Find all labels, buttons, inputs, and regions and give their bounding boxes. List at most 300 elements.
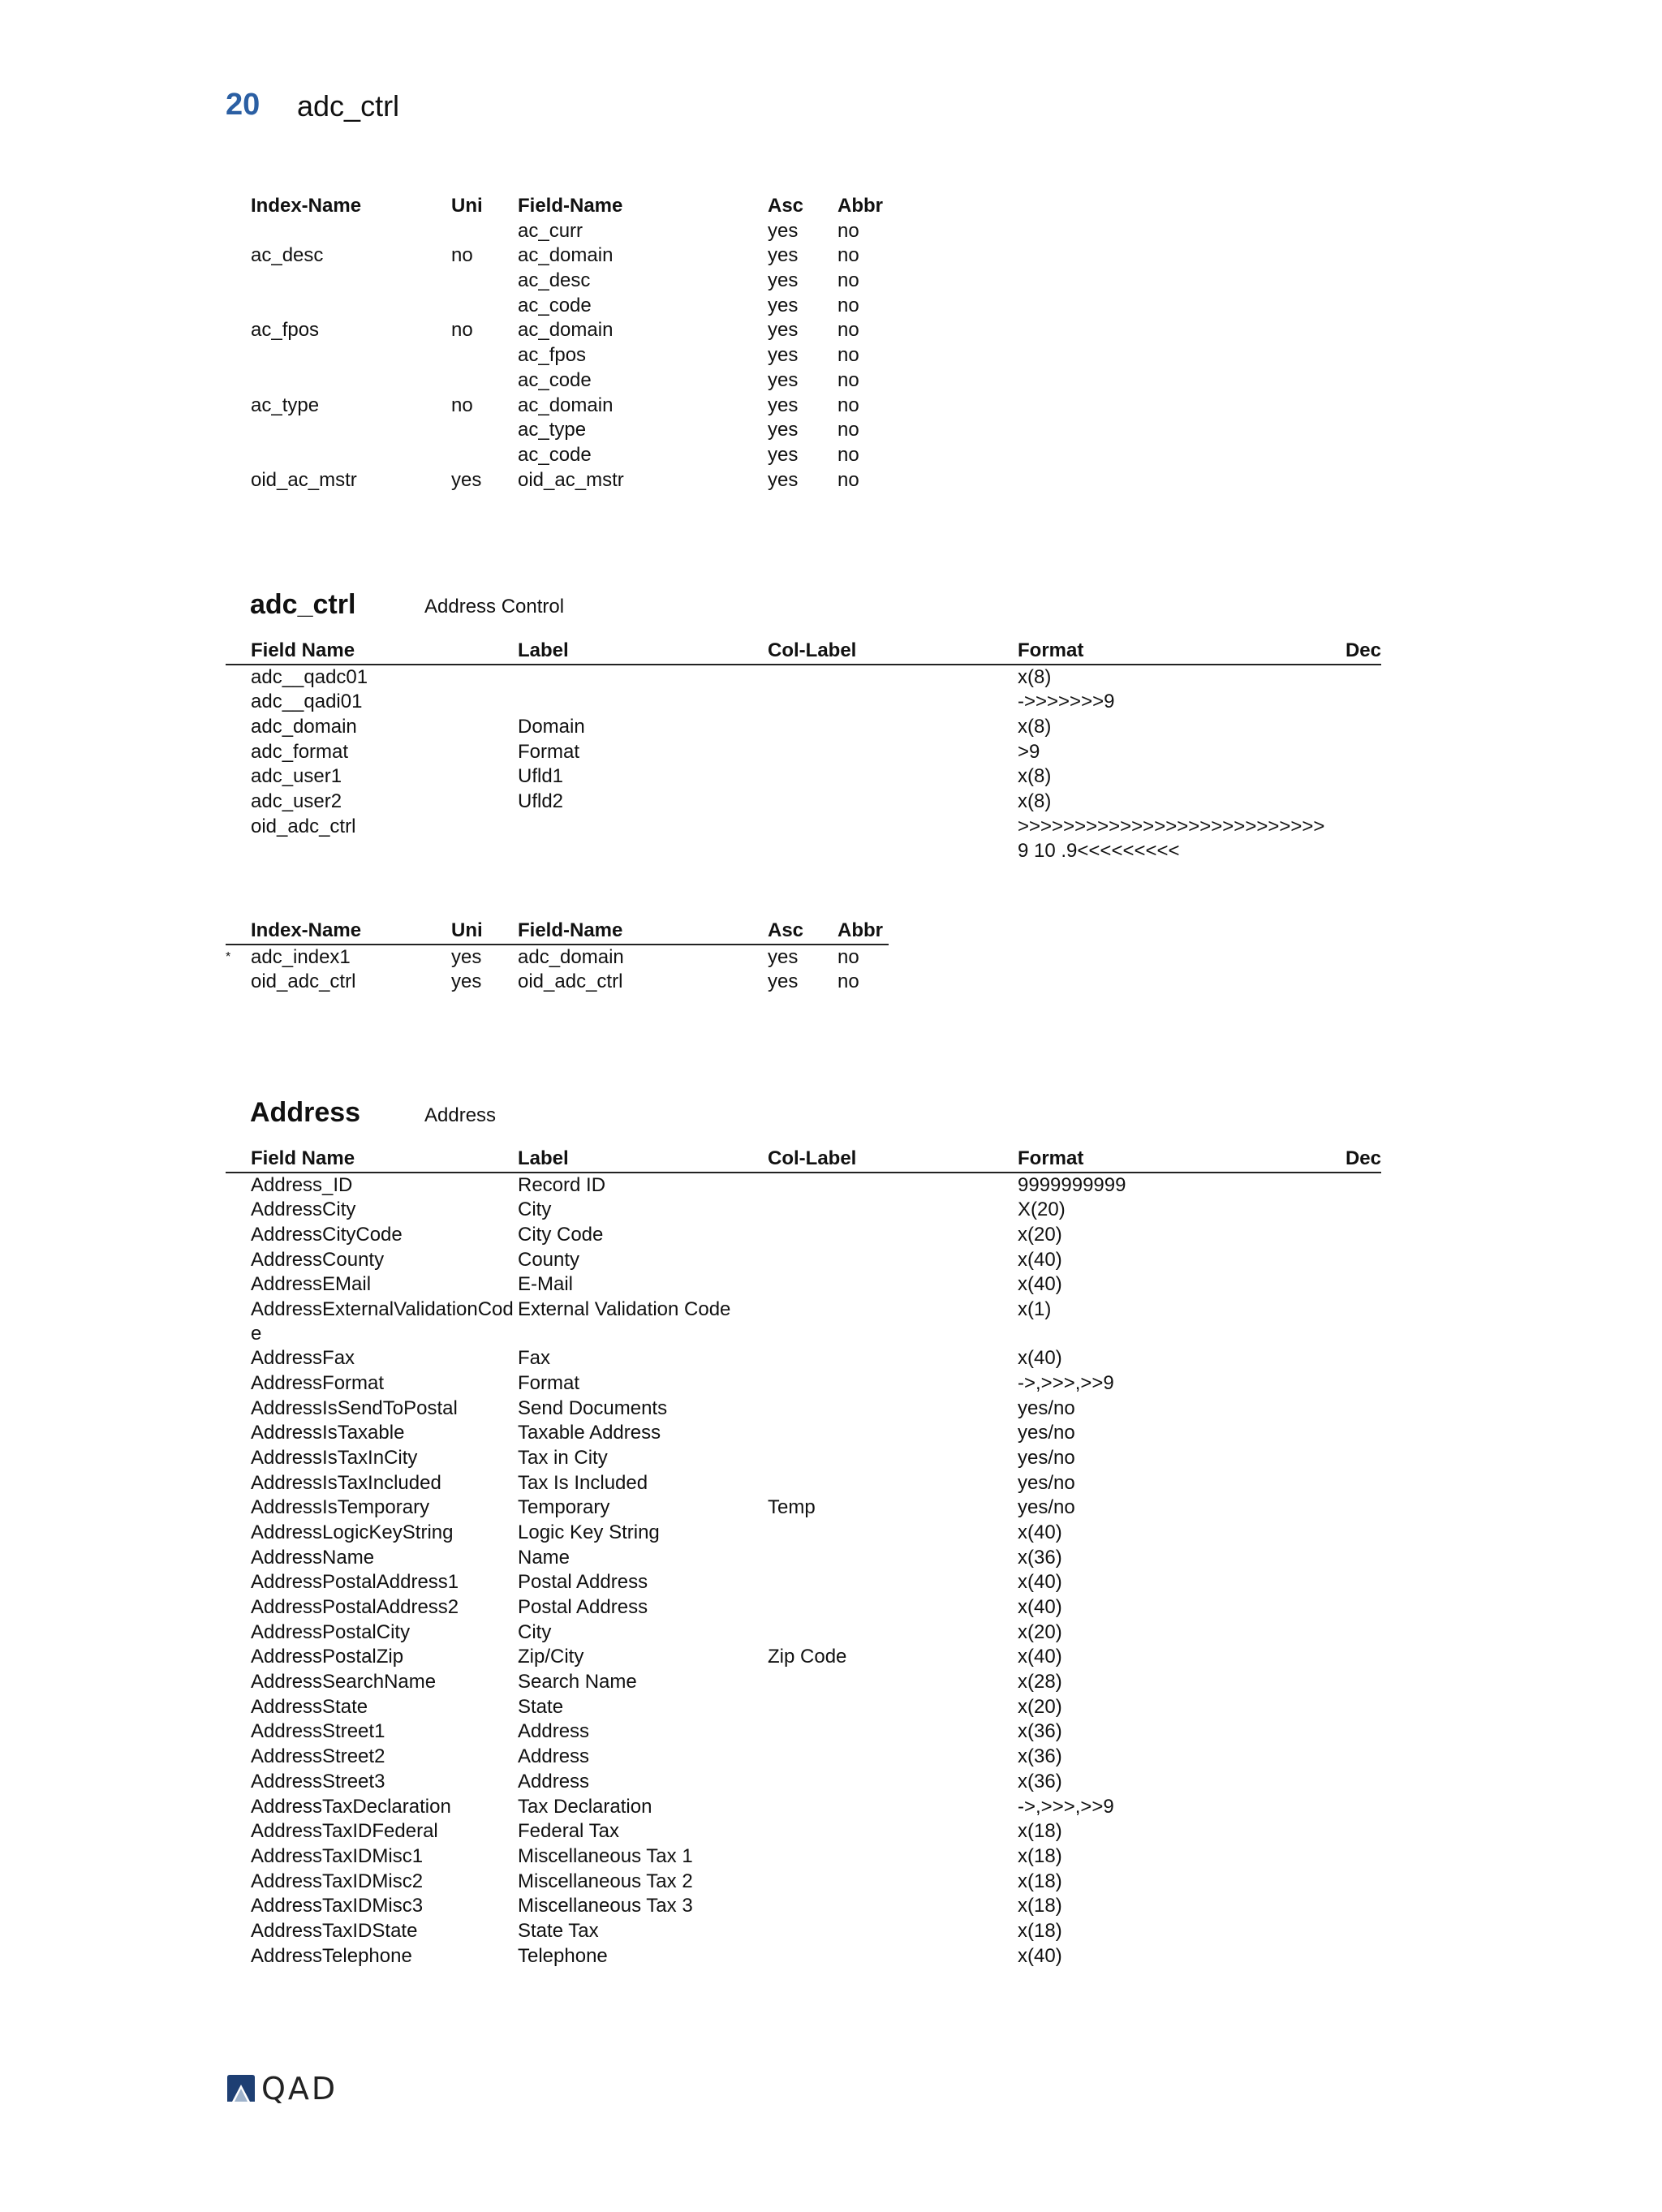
cell-col-label (768, 1695, 1018, 1720)
table-row (226, 1546, 1381, 1571)
cell-col-label (768, 1421, 1018, 1446)
field-table-address (226, 1147, 1381, 1969)
cell-dec (1326, 1870, 1381, 1895)
cell-col-label (768, 1521, 1018, 1546)
table-row (226, 764, 1381, 790)
table-row (251, 318, 894, 343)
cell-marker (226, 1770, 251, 1795)
col-header-marker (226, 919, 251, 945)
cell-marker (226, 1595, 251, 1620)
col-header-format: Format (1018, 639, 1326, 665)
cell-field-name: AddressIsSendToPostal (251, 1396, 458, 1419)
table-row (226, 1396, 1381, 1422)
cell-label: Tax Is Included (518, 1471, 648, 1494)
cell-field-name: AddressPostalCity (251, 1620, 411, 1643)
field-table-adc-ctrl (226, 639, 1381, 863)
cell-field-name: AddressCity (251, 1199, 356, 1221)
cell-field-name: AddressTaxIDFederal (251, 1820, 438, 1843)
cell-dec (1326, 790, 1381, 815)
cell-index-name: ac_fpos (251, 319, 320, 342)
cell-marker (226, 1670, 251, 1695)
cell-col-label (768, 1570, 1018, 1595)
cell-dec (1326, 1745, 1381, 1770)
cell-abbr: no (837, 344, 859, 367)
cell-dec (1326, 1446, 1381, 1471)
table-row (226, 1620, 1381, 1646)
cell-label: Taxable Address (518, 1422, 661, 1444)
cell-field-name: adc_domain (518, 945, 624, 968)
cell-col-label (768, 1371, 1018, 1396)
page-title: adc_ctrl (297, 89, 400, 123)
table-row (226, 1521, 1381, 1546)
cell-dec (1326, 1894, 1381, 1919)
table-row (226, 1795, 1381, 1820)
cell-col-label (768, 1894, 1018, 1919)
cell-format: x(8) (1018, 665, 1052, 688)
cell-index-name (251, 219, 451, 244)
cell-format: x(18) (1018, 1820, 1062, 1843)
cell-abbr: no (837, 368, 859, 391)
cell-abbr: no (837, 443, 859, 466)
cell-marker (226, 764, 251, 790)
cell-dec (1326, 1670, 1381, 1695)
cell-marker (226, 1719, 251, 1745)
cell-field-name: AddressTelephone (251, 1944, 412, 1967)
table-row (226, 1595, 1381, 1620)
cell-format: x(1) (1018, 1298, 1052, 1321)
cell-label: External Validation Code (518, 1298, 731, 1321)
cell-format: x(40) (1018, 1273, 1062, 1296)
cell-marker (226, 1844, 251, 1870)
cell-index-name (251, 443, 451, 468)
cell-col-label (768, 1173, 1018, 1199)
qad-logo-text: QAD (261, 2071, 338, 2107)
cell-marker (226, 1695, 251, 1720)
cell-asc: yes (768, 219, 799, 242)
table-row (251, 468, 894, 493)
cell-col-label (768, 1719, 1018, 1745)
cell-label: Address (518, 1720, 590, 1743)
cell-dec (1326, 665, 1381, 691)
cell-marker (226, 1223, 251, 1248)
cell-col-label: Zip Code (768, 1646, 847, 1668)
col-header-uni: Uni (451, 195, 483, 217)
cell-marker (226, 690, 251, 715)
table-row (251, 219, 894, 244)
cell-label: County (518, 1248, 580, 1271)
cell-field-name: AddressStreet2 (251, 1745, 385, 1768)
index-header-row (226, 919, 889, 945)
index-table-adc-ctrl (226, 919, 889, 995)
cell-abbr: no (837, 319, 859, 342)
qad-logo (226, 2071, 338, 2107)
cell-field-name: ac_curr (518, 219, 583, 242)
cell-col-label: Temp (768, 1496, 816, 1519)
cell-asc: yes (768, 443, 799, 466)
cell-field-name: AddressCounty (251, 1248, 385, 1271)
cell-field-name: AddressSearchName (251, 1671, 437, 1693)
cell-index-name (251, 269, 451, 294)
cell-format: >9 (1018, 740, 1040, 763)
cell-label: City Code (518, 1224, 604, 1246)
cell-field-name: AddressPostalAddress2 (251, 1596, 459, 1618)
cell-field-name: AddressEMail (251, 1273, 372, 1296)
cell-dec (1326, 1919, 1381, 1944)
cell-abbr: no (837, 244, 859, 267)
cell-format: x(18) (1018, 1919, 1062, 1942)
cell-dec (1326, 1272, 1381, 1298)
cell-field-name: ac_desc (518, 269, 591, 292)
cell-dec (1326, 1695, 1381, 1720)
cell-field-name: ac_domain (518, 319, 614, 342)
cell-field-name: AddressIsTemporary (251, 1496, 430, 1519)
table-row (226, 1173, 1381, 1199)
cell-abbr: no (837, 394, 859, 416)
cell-dec (1326, 1471, 1381, 1496)
cell-marker (226, 1248, 251, 1273)
cell-col-label (768, 1745, 1018, 1770)
cell-label: Address (518, 1770, 590, 1792)
cell-label: E-Mail (518, 1273, 574, 1296)
cell-uni: yes (451, 970, 482, 993)
cell-format: x(40) (1018, 1571, 1062, 1594)
cell-dec (1326, 815, 1381, 863)
cell-field-name: AddressExternalValidationCode (251, 1298, 514, 1345)
cell-dec (1326, 764, 1381, 790)
table-row (226, 1770, 1381, 1795)
cell-field-name: adc_user2 (251, 790, 342, 813)
cell-label: Miscellaneous Tax 1 (518, 1844, 693, 1867)
cell-dec (1326, 1944, 1381, 1969)
table-row (226, 1248, 1381, 1273)
cell-uni (451, 343, 518, 368)
cell-format: >>>>>>>>>>>>>>>>>>>>>>>>>>>9 10 .9<<<<<<<<< (1018, 815, 1325, 862)
cell-field-name: ac_domain (518, 244, 614, 267)
cell-marker (226, 1620, 251, 1646)
cell-marker (226, 1173, 251, 1199)
col-header-dec: Dec (1326, 639, 1381, 665)
cell-field-name: AddressStreet1 (251, 1720, 385, 1743)
col-header-field-name: Field Name (251, 639, 518, 665)
cell-format: x(40) (1018, 1248, 1062, 1271)
cell-label: Fax (518, 1347, 551, 1370)
cell-marker (226, 1570, 251, 1595)
cell-col-label (768, 1546, 1018, 1571)
table-row (251, 343, 894, 368)
cell-format: x(40) (1018, 1646, 1062, 1668)
table-row (251, 269, 894, 294)
cell-format: x(36) (1018, 1745, 1062, 1768)
table-row (226, 665, 1381, 691)
cell-label: City (518, 1620, 552, 1643)
cell-field-name: adc_user1 (251, 765, 342, 788)
cell-format: ->>>>>>>9 (1018, 691, 1115, 713)
cell-dec (1326, 1570, 1381, 1595)
cell-asc: yes (768, 294, 799, 316)
cell-field-name: adc_domain (251, 716, 357, 738)
cell-field-name: ac_code (518, 368, 592, 391)
cell-dec (1326, 1844, 1381, 1870)
cell-asc: yes (768, 419, 799, 441)
table-description-address: Address (424, 1104, 497, 1126)
cell-asc: yes (768, 368, 799, 391)
cell-dec (1326, 1795, 1381, 1820)
cell-abbr: no (837, 945, 859, 968)
cell-dec (1326, 1819, 1381, 1844)
cell-label: Send Documents (518, 1396, 668, 1419)
cell-uni: no (451, 319, 473, 342)
cell-abbr: no (837, 269, 859, 292)
cell-label: Ufld1 (518, 765, 564, 788)
cell-field-name: AddressIsTaxable (251, 1422, 405, 1444)
cell-field-name: adc_format (251, 740, 349, 763)
cell-format: x(40) (1018, 1347, 1062, 1370)
cell-format: ->,>>>,>>9 (1018, 1371, 1114, 1394)
cell-marker (226, 665, 251, 691)
cell-field-name: AddressCityCode (251, 1224, 403, 1246)
cell-marker (226, 1944, 251, 1969)
cell-dec (1326, 740, 1381, 765)
cell-index-name: oid_adc_ctrl (251, 970, 356, 993)
table-row (251, 443, 894, 468)
cell-dec (1326, 715, 1381, 740)
cell-asc: yes (768, 945, 799, 968)
cell-uni (451, 368, 518, 394)
cell-col-label (768, 1223, 1018, 1248)
cell-label: Zip/City (518, 1646, 584, 1668)
cell-label: Domain (518, 716, 585, 738)
cell-abbr: no (837, 219, 859, 242)
col-header-field-name: Field-Name (518, 919, 768, 945)
cell-format: x(8) (1018, 790, 1052, 813)
col-header-index-name: Index-Name (251, 919, 451, 945)
table-row (226, 1919, 1381, 1944)
table-row (226, 1298, 1381, 1346)
table-row (226, 1645, 1381, 1670)
cell-format: x(36) (1018, 1546, 1062, 1569)
col-header-field-name: Field Name (251, 1147, 518, 1173)
cell-label (518, 665, 768, 691)
cell-uni: no (451, 244, 473, 267)
cell-uni: yes (451, 468, 482, 491)
cell-marker (226, 1298, 251, 1346)
table-row (226, 1198, 1381, 1223)
col-header-asc: Asc (768, 195, 804, 217)
index-header-row (251, 194, 894, 219)
cell-field-name: ac_domain (518, 394, 614, 416)
cell-label: Federal Tax (518, 1820, 619, 1843)
cell-format: ->,>>>,>>9 (1018, 1795, 1114, 1818)
cell-asc: yes (768, 269, 799, 292)
cell-uni: no (451, 394, 473, 416)
cell-index-name: ac_desc (251, 244, 324, 267)
cell-label: Name (518, 1546, 571, 1569)
cell-field-name: AddressStreet3 (251, 1770, 385, 1792)
cell-format: x(8) (1018, 765, 1052, 788)
cell-primary-marker (226, 970, 251, 995)
cell-format: x(18) (1018, 1870, 1062, 1892)
cell-asc: yes (768, 344, 799, 367)
cell-label: Record ID (518, 1173, 606, 1196)
table-row (226, 1471, 1381, 1496)
cell-field-name: AddressIsTaxInCity (251, 1446, 418, 1469)
cell-col-label (768, 1248, 1018, 1273)
cell-dec (1326, 1421, 1381, 1446)
cell-uni (451, 219, 518, 244)
cell-dec (1326, 1770, 1381, 1795)
cell-abbr: no (837, 419, 859, 441)
cell-index-name (251, 368, 451, 394)
cell-col-label (768, 1298, 1018, 1346)
cell-format: x(40) (1018, 1521, 1062, 1543)
cell-field-name: Address_ID (251, 1173, 353, 1196)
col-header-col-label: Col-Label (768, 1147, 1018, 1173)
cell-index-name: adc_index1 (251, 945, 351, 968)
cell-marker (226, 1745, 251, 1770)
col-header-label: Label (518, 639, 768, 665)
cell-dec (1326, 1719, 1381, 1745)
cell-marker (226, 1495, 251, 1521)
cell-col-label (768, 715, 1018, 740)
cell-col-label (768, 1396, 1018, 1422)
cell-label: Temporary (518, 1496, 610, 1519)
cell-label: City (518, 1199, 552, 1221)
cell-marker (226, 815, 251, 863)
cell-format: 9999999999 (1018, 1173, 1126, 1196)
field-header-row (226, 1147, 1381, 1173)
cell-format: yes/no (1018, 1422, 1075, 1444)
cell-marker (226, 1795, 251, 1820)
col-header-asc: Asc (768, 919, 837, 945)
table-row (226, 1745, 1381, 1770)
cell-dec (1326, 1595, 1381, 1620)
cell-field-name: AddressName (251, 1546, 375, 1569)
col-header-label: Label (518, 1147, 768, 1173)
cell-marker (226, 715, 251, 740)
cell-format: yes/no (1018, 1396, 1075, 1419)
cell-col-label (768, 1198, 1018, 1223)
cell-asc: yes (768, 468, 799, 491)
table-row (251, 294, 894, 319)
table-row (226, 1670, 1381, 1695)
cell-field-name: AddressPostalAddress1 (251, 1571, 459, 1594)
cell-primary-marker: * (226, 949, 231, 964)
cell-marker (226, 1546, 251, 1571)
cell-field-name: ac_code (518, 443, 592, 466)
table-row (251, 368, 894, 394)
cell-field-name: AddressLogicKeyString (251, 1521, 454, 1543)
table-row (226, 1272, 1381, 1298)
cell-dec (1326, 1521, 1381, 1546)
cell-format: x(36) (1018, 1720, 1062, 1743)
table-row (226, 1421, 1381, 1446)
cell-label: Format (518, 1371, 580, 1394)
cell-field-name: AddressState (251, 1695, 368, 1718)
cell-uni (451, 269, 518, 294)
table-row (226, 1346, 1381, 1371)
table-row (226, 970, 889, 995)
cell-uni (451, 294, 518, 319)
col-header-field-name: Field-Name (518, 195, 623, 217)
cell-dec (1326, 1645, 1381, 1670)
cell-col-label (768, 1919, 1018, 1944)
cell-dec (1326, 1198, 1381, 1223)
cell-marker (226, 1919, 251, 1944)
table-row (226, 1495, 1381, 1521)
cell-uni (451, 443, 518, 468)
cell-dec (1326, 1173, 1381, 1199)
table-title-address: Address (250, 1097, 361, 1128)
cell-marker (226, 790, 251, 815)
cell-col-label (768, 790, 1018, 815)
table-row (226, 945, 889, 970)
table-description-adc-ctrl: Address Control (424, 596, 565, 618)
col-header-marker (226, 1147, 251, 1173)
index-table-ac-mstr (251, 194, 894, 493)
cell-marker (226, 1346, 251, 1371)
cell-field-name: AddressTaxDeclaration (251, 1795, 451, 1818)
cell-field-name: adc__qadi01 (251, 691, 363, 713)
cell-field-name: AddressFormat (251, 1371, 385, 1394)
cell-col-label (768, 1670, 1018, 1695)
cell-format: x(20) (1018, 1620, 1062, 1643)
table-row (226, 815, 1381, 863)
cell-label: Format (518, 740, 580, 763)
cell-marker (226, 1446, 251, 1471)
table-row (226, 715, 1381, 740)
cell-index-name (251, 294, 451, 319)
table-row (226, 740, 1381, 765)
cell-field-name: AddressFax (251, 1347, 355, 1370)
cell-col-label (768, 764, 1018, 790)
cell-field-name: AddressTaxIDMisc3 (251, 1895, 424, 1917)
cell-dec (1326, 1620, 1381, 1646)
cell-col-label (768, 1620, 1018, 1646)
cell-asc: yes (768, 970, 799, 993)
cell-format: yes/no (1018, 1496, 1075, 1519)
cell-dec (1326, 1248, 1381, 1273)
table-row (226, 1223, 1381, 1248)
cell-dec (1326, 1298, 1381, 1346)
cell-col-label (768, 815, 1018, 863)
cell-field-name: oid_adc_ctrl (251, 815, 356, 837)
cell-col-label (768, 740, 1018, 765)
cell-dec (1326, 1495, 1381, 1521)
cell-label: Ufld2 (518, 790, 564, 813)
cell-field-name: AddressIsTaxIncluded (251, 1471, 441, 1494)
page-number: 20 (226, 88, 260, 122)
col-header-index-name: Index-Name (251, 195, 362, 217)
cell-format: x(18) (1018, 1895, 1062, 1917)
cell-marker (226, 1894, 251, 1919)
col-header-uni: Uni (451, 919, 518, 945)
col-header-format: Format (1018, 1147, 1326, 1173)
cell-col-label (768, 1272, 1018, 1298)
cell-label: Logic Key String (518, 1521, 660, 1543)
cell-label: Tax Declaration (518, 1795, 652, 1818)
cell-format: x(8) (1018, 716, 1052, 738)
cell-label (518, 815, 768, 863)
table-row (226, 690, 1381, 715)
cell-format: X(20) (1018, 1199, 1066, 1221)
cell-label: Miscellaneous Tax 3 (518, 1895, 693, 1917)
cell-col-label (768, 690, 1018, 715)
table-row (251, 394, 894, 419)
cell-col-label (768, 1595, 1018, 1620)
cell-format: x(40) (1018, 1944, 1062, 1967)
cell-field-name: AddressTaxIDMisc2 (251, 1870, 424, 1892)
cell-format: yes/no (1018, 1446, 1075, 1469)
